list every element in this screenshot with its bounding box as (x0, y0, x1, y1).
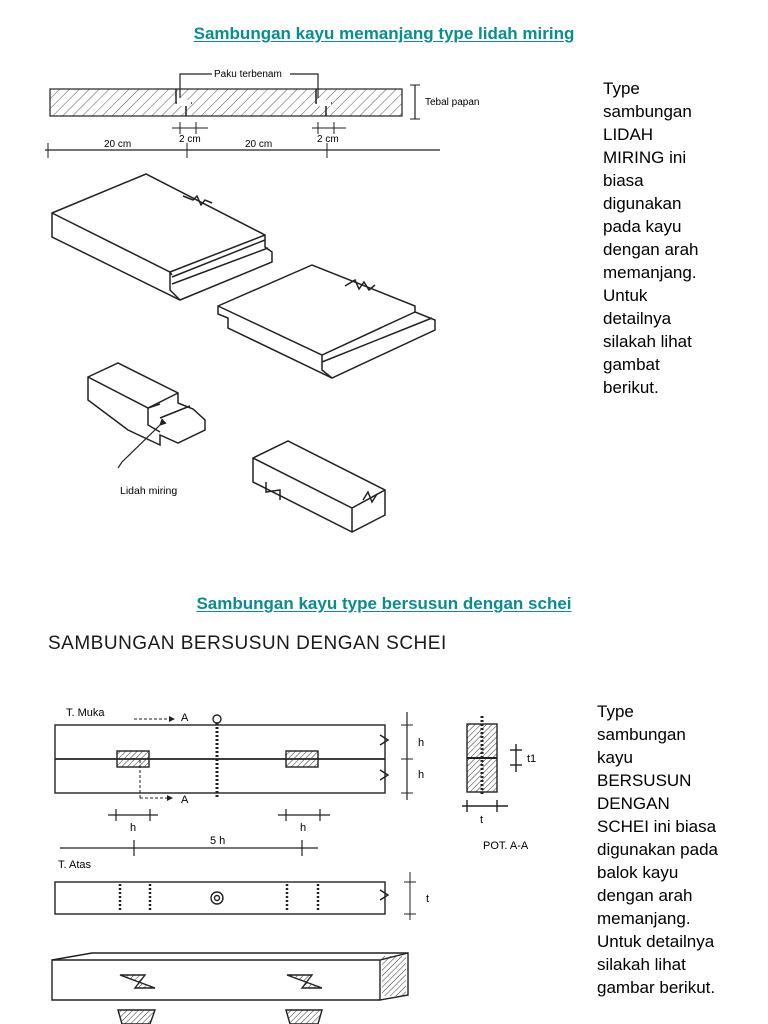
section-heading-lidah-miring: Sambungan kayu memanjang type lidah miring (193, 24, 575, 43)
block-left (88, 363, 205, 445)
dim-h-upper: h (418, 737, 425, 749)
dim-2cm-right: 2 cm (317, 134, 339, 145)
board-isometric-left (52, 174, 272, 300)
dim-h-right: h (300, 822, 307, 834)
section-heading-bersusun-schei: Sambungan kayu type bersusun dengan schei (196, 594, 572, 613)
dim-t-section: t (480, 814, 484, 826)
block-right (253, 441, 385, 532)
section-mark-a-top: A (181, 712, 189, 724)
dim-t-top: t (426, 893, 430, 905)
schei-figure-title: SAMBUNGAN BERSUSUN DENGAN SCHEI (48, 633, 447, 654)
dim-h-lower: h (418, 769, 425, 781)
board-section (50, 89, 402, 116)
dim-20cm-left: 20 cm (104, 139, 132, 150)
thickness-label: Tebal papan (425, 97, 480, 108)
board-isometric-right (218, 265, 435, 378)
dim-h-left: h (130, 822, 137, 834)
lidah-label: Lidah miring (120, 485, 178, 497)
section-mark-a-bottom: A (181, 794, 189, 806)
lidah-miring-description: Type sambungan LIDAH MIRING ini biasa digunakan pada kayu dengan arah memanjang. Untuk detailnya silakah lihat gambat berikut. (603, 79, 699, 397)
top-view-label: T. Atas (58, 859, 92, 871)
front-view-label: T. Muka (66, 707, 105, 719)
bersusun-schei-description: Type sambungan kayu BERSUSUN DENGAN SCHEI ini biasa digunakan pada balok kayu dengan arah memanjang. Untuk detailnya silakah lihat gambar berikut. (597, 702, 719, 997)
pot-aa-label: POT. A-A (483, 840, 529, 852)
dim-2cm-left: 2 cm (179, 134, 201, 145)
dim-5h: 5 h (210, 835, 226, 847)
dim-t1: t1 (527, 753, 537, 765)
nail-label: Paku terbenam (214, 69, 282, 80)
dim-20cm-right: 20 cm (245, 139, 273, 150)
